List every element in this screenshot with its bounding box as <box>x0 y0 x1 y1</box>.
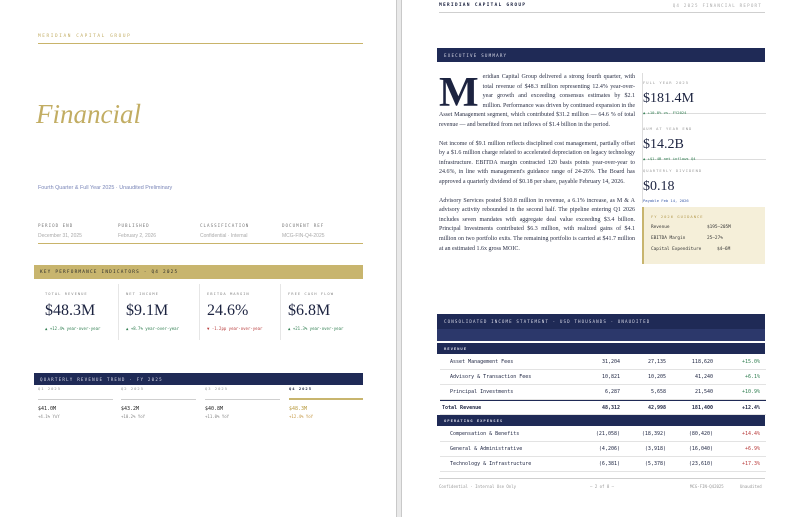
guidance-title: FY 2026 GUIDANCE <box>651 214 704 219</box>
stat-value: $181.4M <box>643 91 694 106</box>
row-q4-2025: 10,821 <box>601 374 620 380</box>
row-q4-2025: 6,287 <box>604 389 620 395</box>
kpi-header: KEY PERFORMANCE INDICATORS · Q4 2025 <box>34 265 363 279</box>
row-fy-2025: (16,040) <box>688 446 713 452</box>
exec-summary-body <box>439 70 635 254</box>
page-number: — 2 of 8 — <box>590 484 615 489</box>
stat-note: Payable Feb 14, 2026 <box>643 198 689 203</box>
meta-value: December 31, 2025 <box>38 233 82 239</box>
quarter-change: +4.1% YoY <box>38 414 60 419</box>
kpi-label: FREE CASH FLOW <box>288 291 335 296</box>
stat-note: ▲ +$1.4B net inflows Q4 <box>643 156 696 161</box>
guidance-row <box>651 225 765 234</box>
stat-aum <box>643 126 766 160</box>
row-q4-2024: 42,998 <box>647 405 666 411</box>
quarter-value: $40.8M <box>205 406 224 412</box>
kpi-label: EBITDA MARGIN <box>207 291 250 296</box>
meta-value: MCG-FIN-Q4-2025 <box>282 233 325 239</box>
meta-period <box>38 223 118 239</box>
kpi-card <box>281 284 363 340</box>
row-change: +15.0% <box>741 359 760 365</box>
meta-docref <box>282 223 363 239</box>
drop-cap: M <box>439 70 479 116</box>
stat-note: ▲ +10.8% vs. FY2024 <box>643 110 687 115</box>
row-label: General & Administrative <box>450 446 523 452</box>
quarter-cell <box>38 386 113 419</box>
kpi-label: NET INCOME <box>126 291 159 296</box>
kpi-value: $9.1M <box>126 302 169 319</box>
kpi-value: $48.3M <box>45 302 96 319</box>
row-q4-2025: 48,312 <box>601 405 620 411</box>
quarter-change: +10.2% YoY <box>121 414 146 419</box>
exec-summary-header: EXECUTIVE SUMMARY <box>437 48 765 62</box>
side-stats <box>642 73 765 203</box>
kpi-card <box>119 284 200 340</box>
table-row <box>440 442 766 457</box>
opex-section-label: OPERATING EXPENSES <box>437 415 765 426</box>
stat-fy <box>643 80 766 114</box>
brand-label: MERIDIAN CAPITAL GROUP <box>38 34 132 39</box>
row-fy-2025: 21,540 <box>694 389 713 395</box>
quarter-label: Q2 2025 <box>121 386 145 391</box>
page-subtitle: Fourth Quarter & Full Year 2025 · Unaudited Preliminary <box>38 185 173 191</box>
meta-label: PERIOD END <box>38 223 74 228</box>
divider <box>439 12 765 13</box>
row-q4-2025: 31,204 <box>601 359 620 365</box>
row-fy-2025: (23,610) <box>688 461 713 467</box>
quarter-value: $43.2M <box>121 406 140 412</box>
row-q4-2024: 5,658 <box>650 389 666 395</box>
kpi-value: 24.6% <box>207 302 249 319</box>
guidance-key: Revenue <box>651 225 670 230</box>
kpi-value: $6.8M <box>288 302 331 319</box>
kpi-card <box>200 284 281 340</box>
guidance-row <box>651 247 765 256</box>
table-row <box>440 355 766 370</box>
quarter-cell-current <box>289 386 363 419</box>
quarter-divider <box>205 399 280 400</box>
quarter-trend <box>38 386 363 426</box>
row-label: Total Revenue <box>442 405 482 411</box>
row-change: +14.4% <box>741 431 760 437</box>
income-statement-header: CONSOLIDATED INCOME STATEMENT · USD THOUSANDS · UNAUDITED <box>437 314 765 329</box>
kpi-delta: ▼ -1.2pp year-over-year <box>207 326 263 331</box>
meta-label: DOCUMENT REF <box>282 223 325 228</box>
kpi-card <box>38 284 119 340</box>
trend-header: QUARTERLY REVENUE TREND · FY 2025 <box>34 373 363 385</box>
revenue-section-label: REVENUE <box>437 343 765 354</box>
summary-page <box>401 0 800 517</box>
guidance-value: $4–6M <box>717 247 731 252</box>
row-q4-2025: (4,206) <box>598 446 620 452</box>
meta-published <box>118 223 198 239</box>
quarter-label: Q1 2025 <box>38 386 62 391</box>
row-fy-2025: (80,420) <box>688 431 713 437</box>
guidance-key: Capital Expenditure <box>651 247 702 252</box>
row-label: Principal Investments <box>450 389 514 395</box>
paragraph: Net income of $9.1 million reflects disciplined cost management, partially offset by a $1.6 million charge related to accelerated depreciation on legacy technology infrastructure. EBITDA margin contracted 120 basis points year-over-year to 24.6%, in line with management's guidance range of 24-26%. The Board has approved a quarterly dividend of $0.18 per share, payable February 14, 2026. <box>439 140 635 185</box>
quarter-change: +11.0% YoY <box>205 414 230 419</box>
row-q4-2025: (21,058) <box>595 431 620 437</box>
meta-classification <box>200 223 282 239</box>
meta-label: CLASSIFICATION <box>200 223 250 228</box>
row-change: +10.9% <box>741 389 760 395</box>
divider <box>38 43 363 44</box>
paragraph <box>439 70 635 131</box>
stat-value: $14.2B <box>643 137 684 152</box>
row-q4-2024: 10,205 <box>647 374 666 380</box>
footer-confidential: Confidential · Internal Use Only <box>439 484 517 489</box>
row-fy-2025: 41,240 <box>694 374 713 380</box>
quarter-change: +12.4% YoY <box>289 414 314 419</box>
row-label: Compensation & Benefits <box>450 431 520 437</box>
quarter-divider <box>289 398 363 400</box>
income-statement-colhead <box>437 329 765 341</box>
stat-label: FULL YEAR 2025 <box>643 80 690 85</box>
brand-label: MERIDIAN CAPITAL GROUP <box>439 3 527 8</box>
guidance-row <box>651 236 765 245</box>
divider <box>38 243 363 244</box>
quarter-value: $41.0M <box>38 406 57 412</box>
guidance-box <box>642 207 765 264</box>
kpi-delta: ▲ +21.3% year-over-year <box>288 326 344 331</box>
row-q4-2024: (3,918) <box>644 446 666 452</box>
paragraph: Advisory Services posted $10.8 million in revenue, a 6.1% increase, as M & A advisory activity rebounded in the second half. The pipeline entering Q1 2026 includes seven mandates with aggregate deal value exceeding $3.4 billion. Principal Investments contributed $6.3 million, with realized gains of $4.1 million on two portfolio exits. The remaining portfolio is carried at $41.7 million at an estimated 1.6x gross MOIC. <box>439 197 635 252</box>
quarter-cell <box>121 386 196 419</box>
kpi-delta: ▲ +12.4% year-over-year <box>45 326 101 331</box>
row-change: +6.9% <box>744 446 760 452</box>
paragraph-text: eridian Capital Group delivered a strong fourth quarter, with total revenue of $48.3 million representing 12.4% year-over-year growth and exceeding consensus estimates by $2.1 million. Performance was driven by continued expansion in the Asset Management segment, which contributed $31.2 million — 64.6 % of total revenue — and benefited from net inflows of $1.4 billion in the period. <box>439 74 635 128</box>
row-label: Technology & Infrastructure <box>450 461 532 467</box>
row-q4-2025: (6,381) <box>598 461 620 467</box>
table-row <box>440 457 766 472</box>
quarter-cell <box>205 386 280 419</box>
page-title: Financial <box>36 99 141 129</box>
table-row <box>440 370 766 385</box>
quarter-label: Q3 2025 <box>205 386 229 391</box>
table-row <box>440 427 766 442</box>
meta-value: Confidential · Internal <box>200 233 248 239</box>
table-row-total <box>440 400 766 415</box>
guidance-value: 25–27% <box>707 236 723 241</box>
kpi-cards <box>38 284 363 340</box>
guidance-value: $195–205M <box>707 225 731 230</box>
row-q4-2024: (5,378) <box>644 461 666 467</box>
quarter-divider <box>121 399 196 400</box>
meta-row <box>38 223 363 243</box>
stat-value: $0.18 <box>643 179 675 194</box>
row-q4-2024: 27,135 <box>647 359 666 365</box>
report-label: Q4 2025 FINANCIAL REPORT <box>672 3 762 8</box>
divider <box>439 478 765 479</box>
footer-ref: MCG-FIN-Q42025 <box>690 484 724 489</box>
stat-dividend <box>643 168 766 202</box>
row-fy-2025: 181,400 <box>691 405 713 411</box>
kpi-label: TOTAL REVENUE <box>45 291 88 296</box>
row-change: +12.4% <box>741 405 760 411</box>
cover-page <box>0 0 397 517</box>
stat-label: QUARTERLY DIVIDEND <box>643 168 703 173</box>
quarter-label: Q4 2025 <box>289 386 313 391</box>
quarter-value: $48.3M <box>289 406 308 412</box>
guidance-key: EBITDA Margin <box>651 236 686 241</box>
row-change: +6.1% <box>744 374 760 380</box>
meta-label: PUBLISHED <box>118 223 150 228</box>
table-row <box>440 385 766 400</box>
stat-label: AUM AT YEAR END <box>643 126 693 131</box>
meta-value: February 2, 2026 <box>118 233 157 239</box>
footer-status: Unaudited <box>740 484 762 489</box>
row-fy-2025: 118,620 <box>691 359 713 365</box>
quarter-divider <box>38 399 113 400</box>
row-label: Asset Management Fees <box>450 359 514 365</box>
kpi-delta: ▲ +8.7% year-over-year <box>126 326 179 331</box>
row-q4-2024: (18,392) <box>641 431 666 437</box>
row-change: +17.3% <box>741 461 760 467</box>
row-label: Advisory & Transaction Fees <box>450 374 532 380</box>
